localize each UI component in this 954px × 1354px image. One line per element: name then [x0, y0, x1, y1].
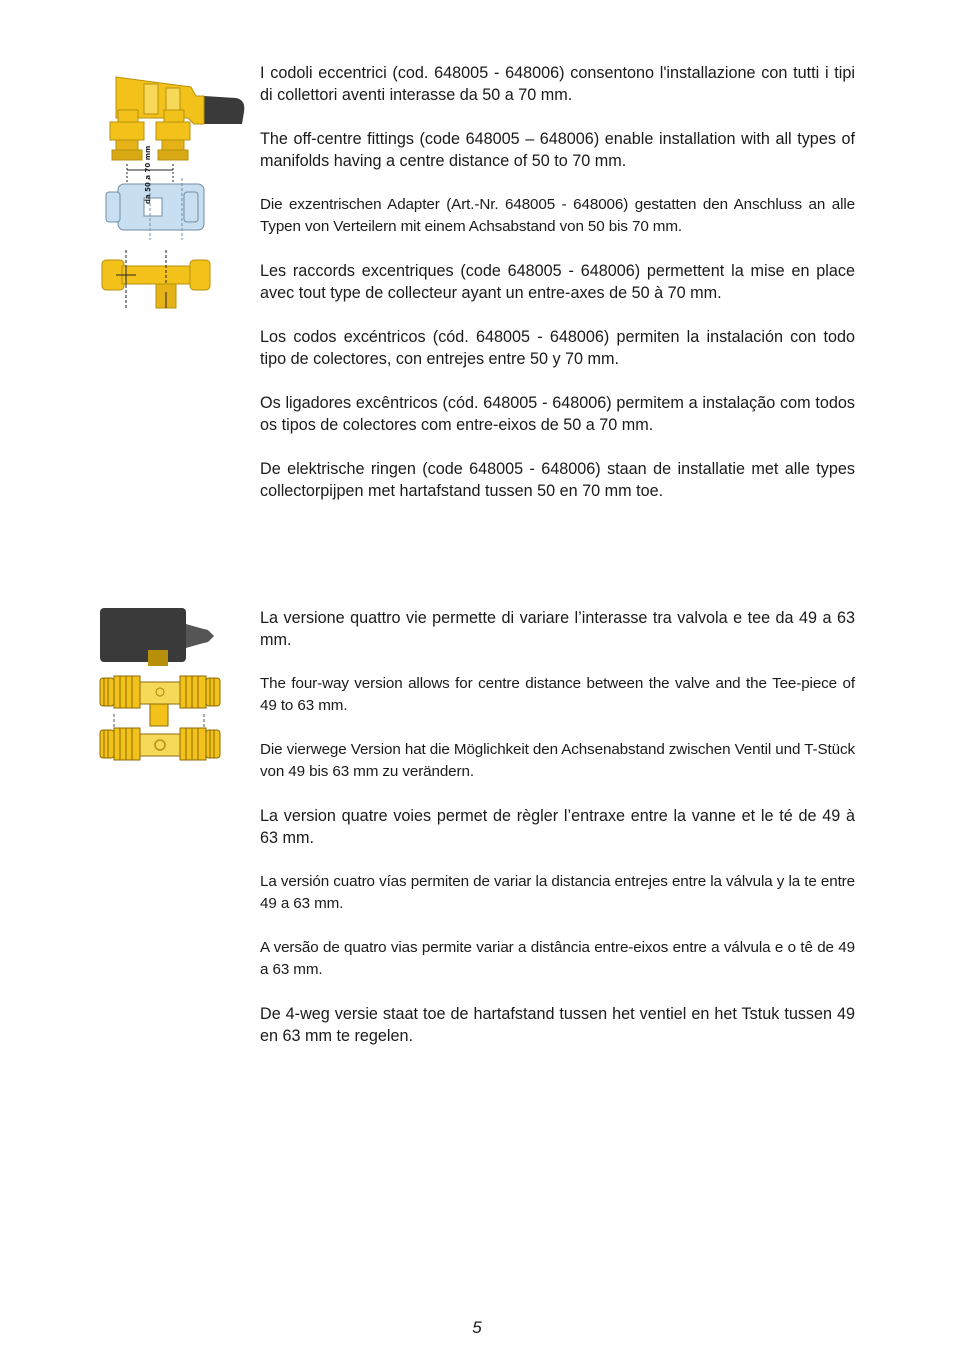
section1-text	[260, 62, 855, 524]
dimension-label: da 50 a 70 mm	[144, 145, 152, 204]
paragraph-nl: De elektrische ringen (code 648005 - 648006) staan de installatie met alle types collectorpijpen met hartafstand tussen 50 en 70 mm toe.	[260, 460, 855, 500]
paragraph-en: The four-way version allows for centre distance between the valve and the Tee-piece of 49 to 63 mm.	[260, 675, 855, 714]
paragraph-es: La versión cuatro vías permiten de variar la distancia entrejes entre la válvula y la te entre 49 a 63 mm.	[260, 873, 855, 912]
paragraph-pt: A versão de quatro vias permite variar a distância entre-eixos entre a válvula e o tê de 49 a 63 mm.	[260, 939, 855, 978]
paragraph-it: La versione quattro vie permette di variare l’interasse tra valvola e tee da 49 a 63 mm.	[260, 609, 855, 649]
four-way-valve-icon	[96, 606, 246, 764]
paragraph-pt: Os ligadores excêntricos (cód. 648005 - 648006) permitem a instalação com todos os tipos de colectores com entre-eixos de 50 a 70 mm.	[260, 394, 855, 434]
paragraph-de: Die vierwege Version hat die Möglichkeit den Achsenabstand zwischen Ventil und T-Stück von 49 bis 63 mm zu verändern.	[260, 741, 855, 780]
section2-text	[260, 607, 855, 1069]
off-centre-fittings-illustration	[96, 72, 246, 312]
paragraph-nl: De 4-weg versie staat toe de hartafstand tussen het ventiel en het Tstuk tussen 49 en 63 mm te regelen.	[260, 1005, 855, 1045]
off-centre-fittings-icon	[96, 72, 246, 312]
paragraph-fr: La version quatre voies permet de règler l’entraxe entre la vanne et le té de 49 à 63 mm.	[260, 807, 855, 847]
four-way-valve-illustration	[96, 606, 246, 764]
paragraph-it: I codoli eccentrici (cod. 648005 - 648006) consentono l'installazione con tutti i tipi di collettori aventi interasse da 50 a 70 mm.	[260, 64, 855, 104]
paragraph-de: Die exzentrischen Adapter (Art.-Nr. 648005 - 648006) gestatten den Anschluss an alle Typen von Verteilern mit einem Achsabstand von 50 bis 70 mm.	[260, 196, 855, 235]
paragraph-en: The off-centre fittings (code 648005 – 648006) enable installation with all types of manifolds having a centre distance of 50 to 70 mm.	[260, 130, 855, 170]
paragraph-es: Los codos excéntricos (cód. 648005 - 648006) permiten la instalación con todo tipo de colectores, con entrejes entre 50 y 70 mm.	[260, 328, 855, 368]
page-number: 5	[472, 1318, 482, 1337]
paragraph-fr: Les raccords excentriques (code 648005 - 648006) permettent la mise en place avec tout type de collecteur ayant un entre-axes de 50 à 70 mm.	[260, 262, 855, 302]
